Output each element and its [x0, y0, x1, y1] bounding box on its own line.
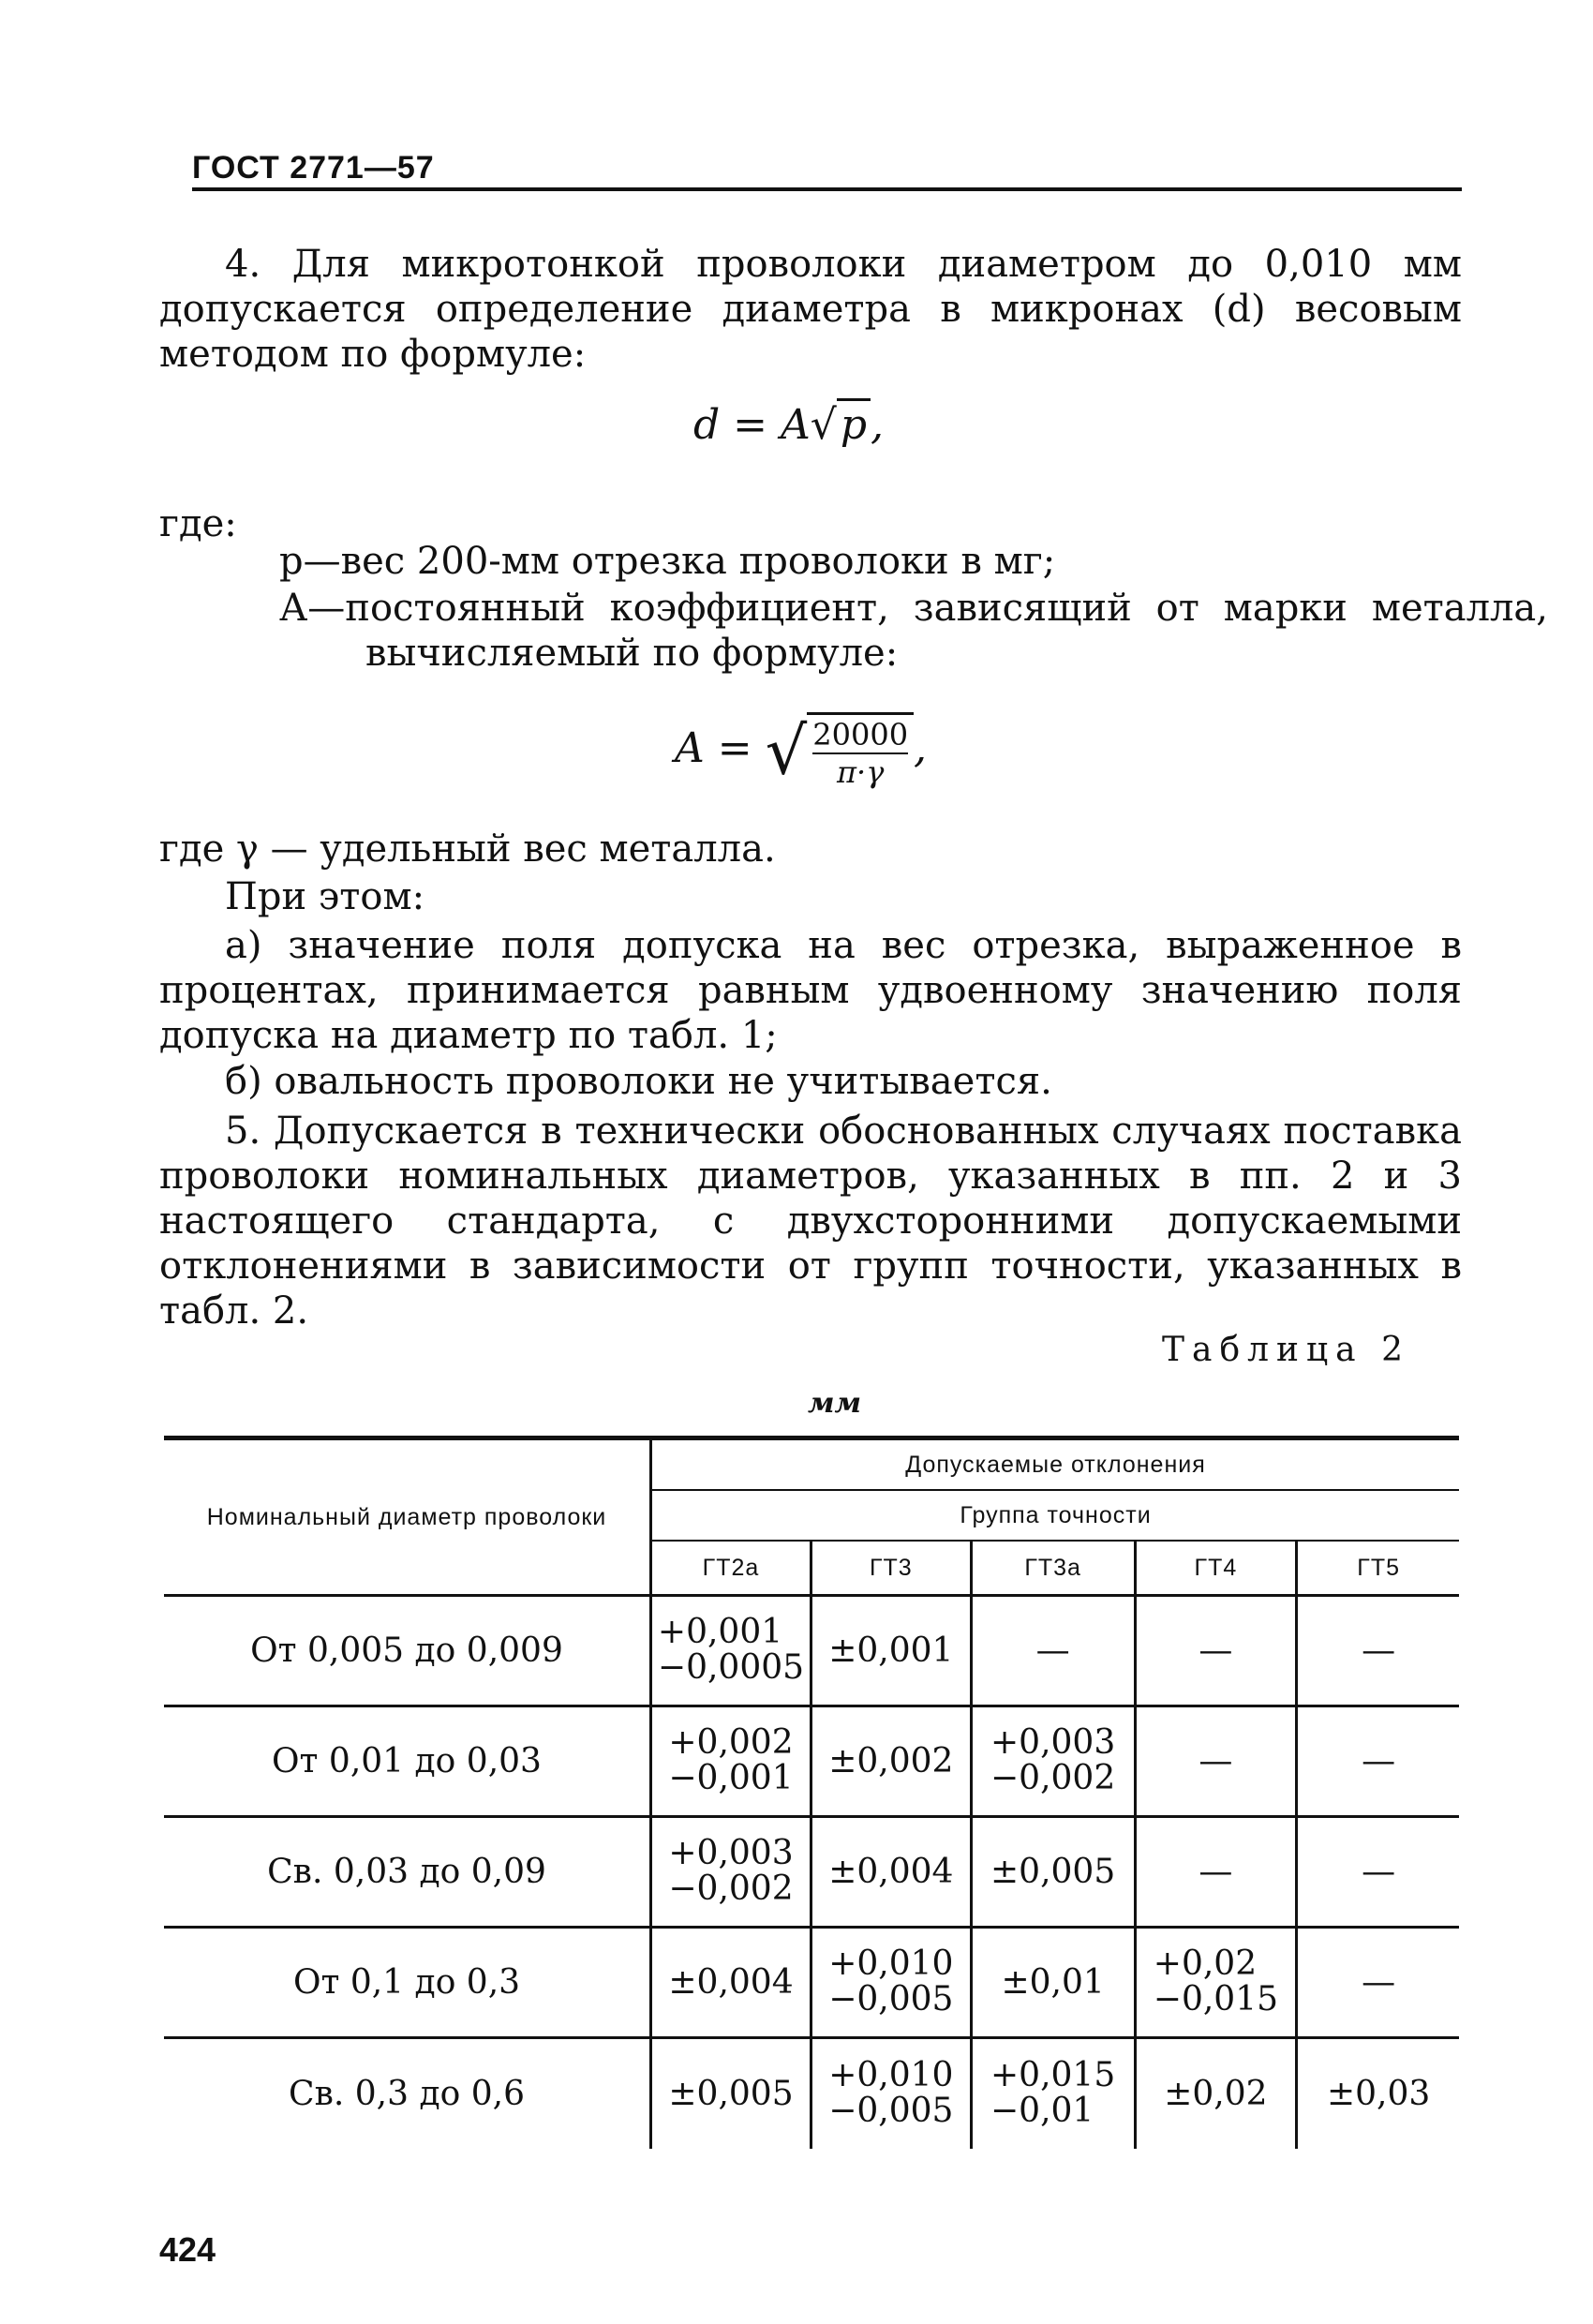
tolerance-table [164, 1436, 1459, 2149]
header-rule [192, 187, 1462, 191]
cell-gt3: ±0,001 [811, 1596, 971, 1706]
table-row [164, 1706, 1459, 1817]
cell-gt4: ±0,02 [1135, 2038, 1297, 2149]
condition-b: б) овальность проволоки не учитывается. [225, 1060, 1052, 1103]
conditions-intro: При этом: [225, 875, 425, 918]
table-header-row-1 [164, 1438, 1459, 1491]
cell-gt5: — [1297, 1706, 1459, 1817]
cell-gt3: +0,010 −0,005 [811, 2038, 971, 2149]
table-unit: мм [808, 1387, 862, 1420]
cell-gt3: ±0,002 [811, 1706, 971, 1817]
cell-gt2a: ±0,004 [651, 1928, 811, 2038]
col-header-deviations: Допускаемые отклонения [651, 1438, 1459, 1491]
cell-gt3a: ±0,01 [971, 1928, 1135, 2038]
formula-a-denominator: π·γ [836, 754, 885, 790]
table-row [164, 2038, 1459, 2149]
group-gt2a: ГТ2a [651, 1541, 811, 1596]
cell-gt4: — [1135, 1706, 1297, 1817]
formula-d: d = A√p, [693, 398, 884, 449]
group-gt3a: ГТ3a [971, 1541, 1135, 1596]
cell-gt4: — [1135, 1817, 1297, 1928]
col-header-nominal: Номинальный диаметр проволоки [164, 1438, 651, 1596]
cell-gt2a: ±0,005 [651, 2038, 811, 2149]
cell-gt5: — [1297, 1928, 1459, 2038]
cell-gt5: ±0,03 [1297, 2038, 1459, 2149]
cell-gt3a: — [971, 1596, 1135, 1706]
cell-gt2a: +0,001 −0,0005 [651, 1596, 811, 1706]
row-range: Св. 0,03 до 0,09 [267, 1853, 546, 1891]
cell-gt3a: +0,003 −0,002 [971, 1706, 1135, 1817]
cell-gt4: — [1135, 1596, 1297, 1706]
where-label: где: [159, 502, 237, 545]
paragraph-5: 5. Допускается в технически обоснованных случаях поставка проволоки номинальных диаметров, указанных в пп. 2 и 3 настоящего стандарта, с двухсторонними допускаемыми отклонениями в зависимости от групп точности, указанных в табл. 2. [159, 1110, 1462, 1333]
paragraph-4: 4. Для микротонкой проволоки диаметром до 0,010 мм допускается определение диаметра в микронах (d) весовым методом по формуле: [159, 243, 1462, 376]
col-header-group: Группа точности [651, 1490, 1459, 1541]
group-gt3: ГТ3 [811, 1541, 971, 1596]
formula-d-lhs: d = A [693, 401, 811, 449]
definition-p: р—вес 200-мм отрезка проволоки в мг; [279, 540, 1056, 583]
table-row [164, 1817, 1459, 1928]
condition-a: а) значение поля допуска на вес отрезка, выраженное в процентах, принимается равным удвоенному значению поля допуска на диаметр по табл. 1; [159, 924, 1462, 1057]
table-title: Таблица 2 [1162, 1331, 1410, 1369]
formula-d-radicand: p [837, 398, 871, 449]
row-range: Св. 0,3 до 0,6 [289, 2074, 525, 2113]
formula-a-trail: , [914, 724, 928, 772]
cell-gt2a: +0,003 −0,002 [651, 1817, 811, 1928]
cell-gt3: ±0,004 [811, 1817, 971, 1928]
row-range: От 0,01 до 0,03 [272, 1742, 542, 1780]
cell-gt3a: ±0,005 [971, 1817, 1135, 1928]
page-number: 424 [159, 2230, 216, 2269]
formula-a-numerator: 20000 [812, 717, 909, 752]
table-row [164, 1928, 1459, 2038]
group-gt4: ГТ4 [1135, 1541, 1297, 1596]
cell-gt5: — [1297, 1596, 1459, 1706]
cell-gt3: +0,010 −0,005 [811, 1928, 971, 2038]
formula-d-trail: , [871, 401, 884, 449]
document-header: ГОСТ 2771—57 [192, 150, 435, 186]
formula-a-lhs: A = [675, 724, 752, 772]
gamma-definition: где γ — удельный вес металла. [159, 827, 776, 871]
group-gt5: ГТ5 [1297, 1541, 1459, 1596]
cell-gt3a: +0,015 −0,01 [971, 2038, 1135, 2149]
cell-gt4: +0,02 −0,015 [1135, 1928, 1297, 2038]
row-range: От 0,1 до 0,3 [292, 1963, 521, 2002]
formula-a: A = √ $\frac{20000}{\pi\cdot\gamma}$ , [675, 712, 928, 790]
cell-gt2a: +0,002 −0,001 [651, 1706, 811, 1817]
table-row [164, 1596, 1459, 1706]
row-range: От 0,005 до 0,009 [250, 1631, 563, 1670]
cell-gt5: — [1297, 1817, 1459, 1928]
definition-a: А—постоянный коэффициент, зависящий от марки металла, вычисляемый по формуле: [279, 587, 1548, 675]
